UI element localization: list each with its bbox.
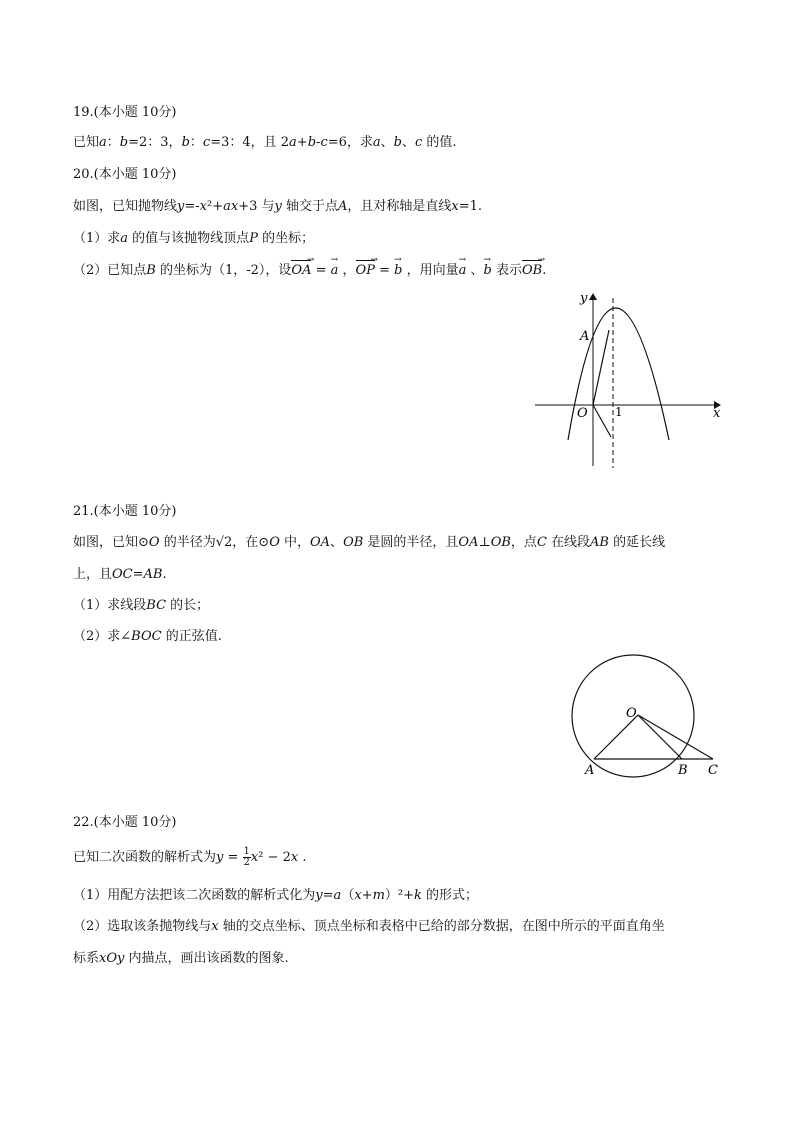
q21-part-1: （1）求线段BC 的长；	[73, 598, 210, 613]
q20-heading: 20.(本小题 10分)	[73, 167, 177, 182]
q20-statement: 如图，已知抛物线y=-x²+ax+3 与y 轴交于点A，且对称轴是直线x=1.	[73, 199, 483, 214]
vector-b: b →	[394, 262, 402, 280]
q21-circle-figure	[570, 650, 730, 785]
segment-o-p	[593, 330, 609, 405]
q20-part-1: （1）求a 的值与该抛物线顶点P 的坐标；	[73, 231, 315, 246]
q21-statement-line-1: 如图，已知⊙O 的半径为√2，在⊙O 中，OA、OB 是圆的半径，且OA⊥OB，点C 在线段AB 的延长线	[73, 535, 666, 550]
q19-statement: 已知a：b=2：3，b：c=3：4，且 2a+b-c=6，求a、b、c 的值.	[73, 135, 457, 150]
point-a-label: A	[585, 763, 595, 778]
vector-op: OP →	[356, 262, 375, 280]
y-axis-label: y	[580, 291, 588, 306]
q19-heading: 19.(本小题 10分)	[73, 105, 177, 120]
sqrt-two: √2	[215, 535, 233, 550]
q22-part-2: （2）选取该条抛物线与x 轴的交点坐标、顶点坐标和表格中已给的部分数据，在图中所示的平面直角坐	[73, 919, 665, 934]
q22-part-1: （1）用配方法把该二次函数的解析式化为y=a（x+m）²+k 的形式；	[73, 888, 479, 903]
vector-a: a →	[331, 262, 339, 280]
segment-o-b	[593, 405, 611, 437]
segment-o-a	[594, 715, 638, 759]
vector-ob: OB →	[522, 262, 542, 280]
q22-part-2-continued: 标系xOy 内描点，画出该函数的图象.	[73, 951, 289, 966]
q22-heading: 22.(本小题 10分)	[73, 815, 177, 830]
q20-part-2: （2）已知点B 的坐标为（1，-2），设OA → = a → ，OP → = b → ，用向量a → 、b → 表示OB →.	[73, 262, 546, 280]
center-o-label: O	[626, 706, 637, 721]
q22-statement: 已知二次函数的解析式为y = $\frac{1}{2}$ x² − 2x .	[73, 846, 307, 868]
fraction-one-half: $\frac{1}{2}$	[243, 846, 250, 868]
q21-heading: 21.(本小题 10分)	[73, 504, 177, 519]
q21-statement-line-2: 上，且OC=AB.	[73, 567, 167, 582]
q20-parabola-figure	[530, 288, 730, 473]
origin-label: O	[577, 406, 588, 421]
q21-part-2: （2）求∠BOC 的正弦值.	[73, 629, 222, 644]
vector-oa: OA →	[291, 262, 311, 280]
point-b-label: B	[678, 763, 688, 778]
tick-one-label: 1	[615, 405, 623, 419]
point-a-label: A	[580, 329, 590, 344]
x-axis-label: x	[713, 406, 721, 421]
point-c-label: C	[708, 763, 718, 778]
